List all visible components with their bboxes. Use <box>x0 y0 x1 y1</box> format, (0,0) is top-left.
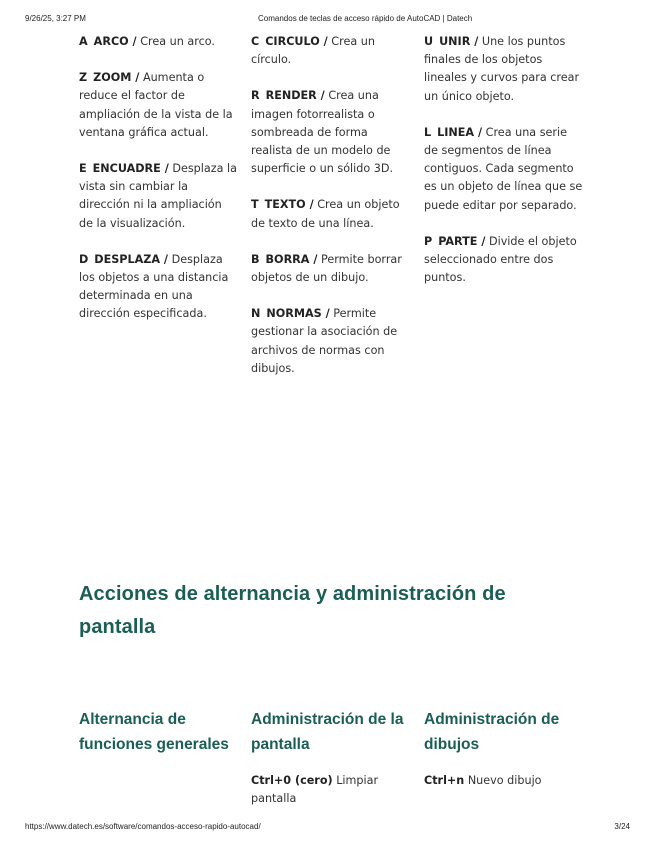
shortcut-desc: Limpiar pantalla <box>251 774 379 805</box>
command-desc: Desplaza los objetos a una distancia determinada en una dirección especificada. <box>79 252 229 321</box>
shortcut-keys: Ctrl+n <box>424 774 465 787</box>
subheading-drawing-management: Administración de dibujos <box>424 711 560 753</box>
print-title: Comandos de teclas de acceso rápido de AutoCAD | Datech <box>258 14 473 23</box>
command-desc: Crea una serie de segmentos de línea contiguos. Cada segmento es un objeto de línea que se puede editar por separado. <box>424 125 583 212</box>
command-desc: Desplaza la vista sin cambiar la dirección ni la ampliación de la visualización. <box>79 162 237 230</box>
command-key: D <box>79 252 89 266</box>
command-name: ARCO / <box>93 35 137 48</box>
command-desc: Permite borrar objetos de un dibujo. <box>251 252 402 285</box>
command-name: CIRCULO / <box>265 35 328 48</box>
command-desc: Divide el objeto seleccionado entre dos puntos. <box>424 234 577 285</box>
command-key: Z <box>79 71 88 85</box>
command-key: T <box>251 198 259 212</box>
section-heading: Acciones de alternancia y administración de pantalla <box>79 583 506 638</box>
command-name: RENDER / <box>265 89 325 103</box>
command-item <box>251 87 411 178</box>
command-key: A <box>79 35 88 48</box>
command-name: PARTE / <box>438 234 486 248</box>
command-item <box>79 33 239 51</box>
command-desc: Aumenta o reduce el factor de ampliación de la vista de la ventana gráfica actual. <box>79 71 233 139</box>
command-item <box>424 33 584 106</box>
shortcut-item <box>251 772 416 808</box>
command-item <box>251 251 411 287</box>
command-name: UNIR / <box>439 35 479 48</box>
command-key: N <box>251 307 261 321</box>
command-item <box>251 196 411 232</box>
shortcut-keys: Ctrl+0 (cero) <box>251 774 333 787</box>
command-column-3 <box>424 33 584 305</box>
page-number: 3/24 <box>614 822 630 831</box>
command-key: C <box>251 35 260 48</box>
command-desc: Crea un objeto de texto de una línea. <box>251 198 400 230</box>
command-name: TEXTO / <box>264 198 314 212</box>
print-header <box>0 14 655 28</box>
command-desc: Une los puntos finales de los objetos lineales y curvos para crear un único objeto. <box>424 35 580 103</box>
command-key: E <box>79 162 87 176</box>
command-item <box>251 305 411 378</box>
command-item <box>79 251 239 324</box>
command-key: P <box>424 234 433 248</box>
command-name: LINEA / <box>437 125 483 139</box>
command-key: R <box>251 89 260 103</box>
command-desc: Crea un círculo. <box>251 35 375 67</box>
command-name: ENCUADRE / <box>92 162 169 176</box>
print-date: 9/26/25, 3:27 PM <box>25 14 86 23</box>
command-key: U <box>424 35 434 48</box>
command-item <box>424 233 584 288</box>
print-url: https://www.datech.es/software/comandos-acceso-rapido-autocad/ <box>25 822 261 831</box>
command-name: NORMAS / <box>266 307 330 321</box>
print-footer <box>0 822 655 836</box>
subheading-general-toggles: Alternancia de funciones generales <box>79 711 229 753</box>
command-name: DESPLAZA / <box>94 252 169 266</box>
command-item <box>79 69 239 142</box>
command-column-2 <box>251 33 411 396</box>
command-desc: Permite gestionar la asociación de archivos de normas con dibujos. <box>251 307 398 375</box>
command-key: L <box>424 125 432 139</box>
subheading-screen-management: Administración de la pantalla <box>251 711 404 753</box>
command-key: B <box>251 252 260 266</box>
command-name: ZOOM / <box>93 71 140 85</box>
command-item <box>424 124 584 215</box>
command-item <box>251 33 411 69</box>
command-item <box>79 160 239 233</box>
command-desc: Crea una imagen fotorrealista o sombreada de forma realista de un modelo de superficie o un sólido 3D. <box>251 89 394 176</box>
shortcut-desc: Nuevo dibujo <box>467 774 542 787</box>
command-column-1 <box>79 33 239 342</box>
command-name: BORRA / <box>265 252 318 266</box>
shortcut-item <box>424 772 589 790</box>
command-desc: Crea un arco. <box>140 35 215 48</box>
